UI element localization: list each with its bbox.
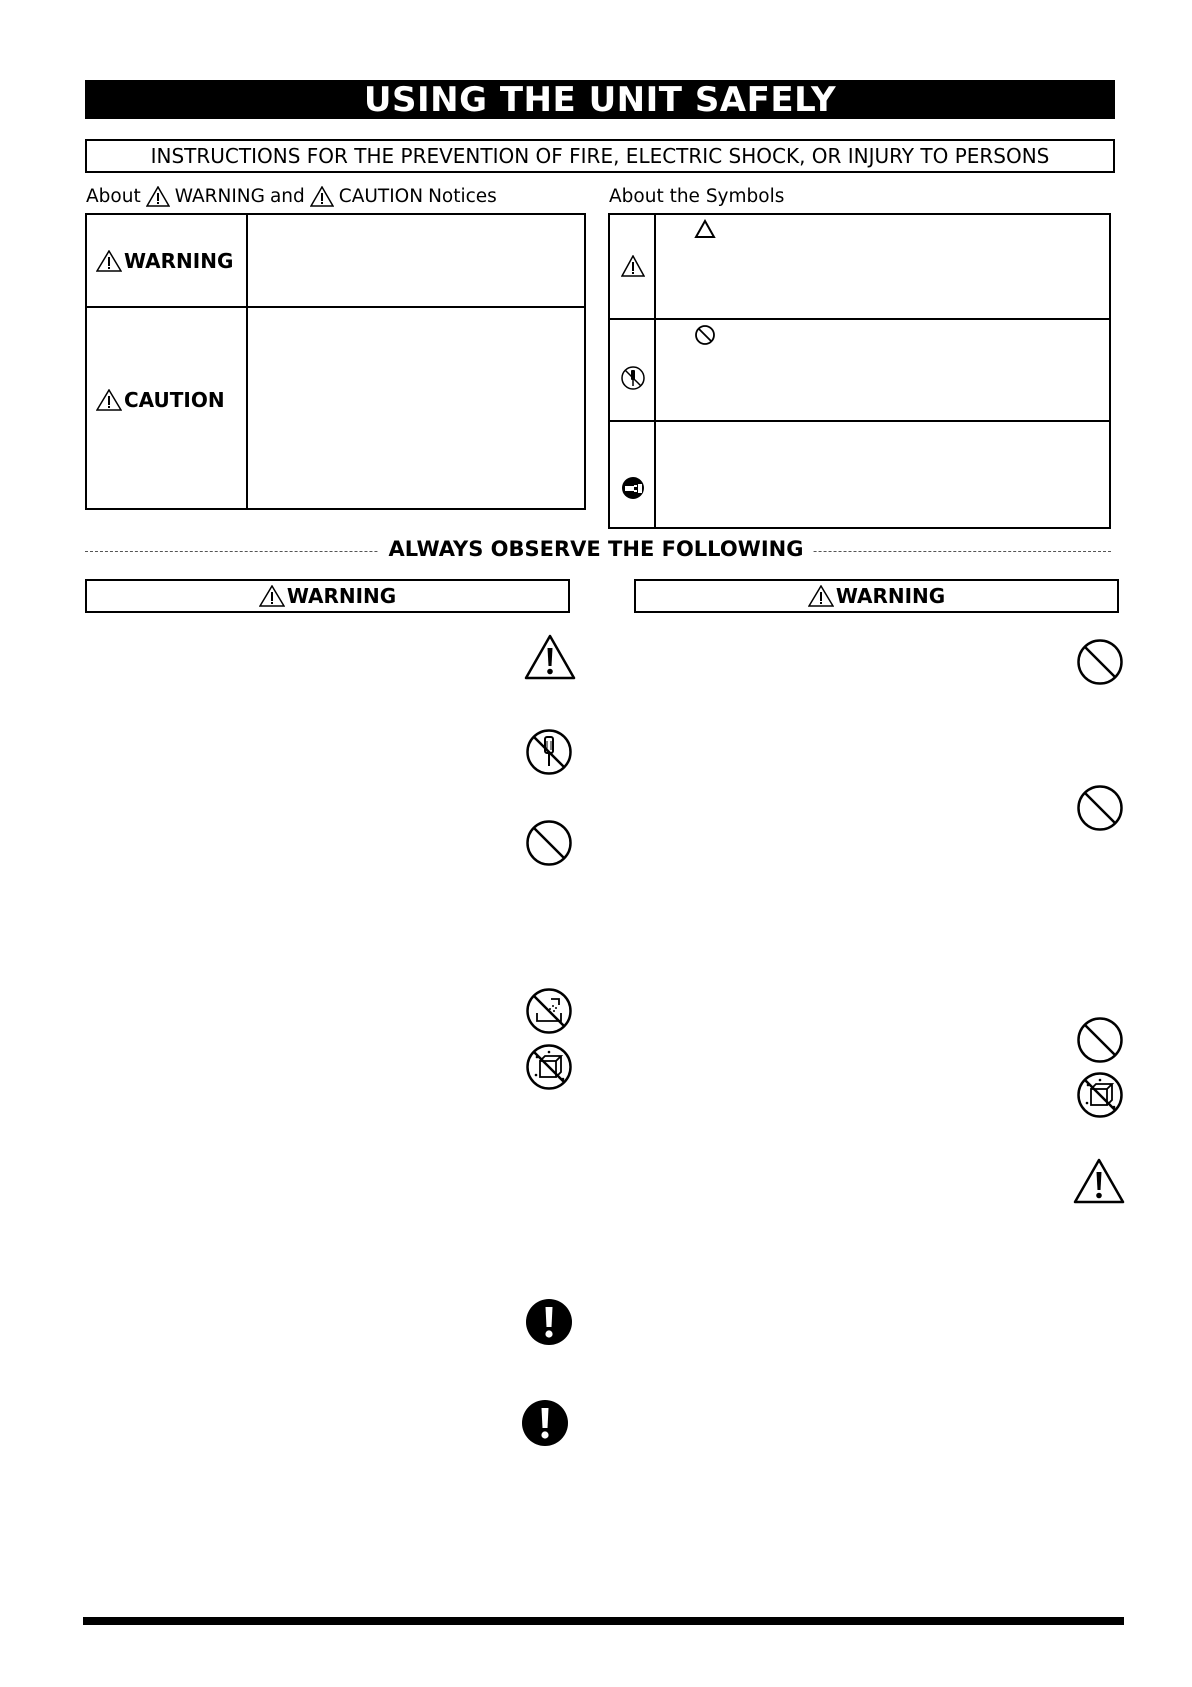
notices-label-about: About	[86, 186, 141, 207]
caution-triangle-icon	[146, 186, 170, 207]
caution-triangle-icon	[96, 389, 122, 411]
do-not-disassemble-icon	[620, 365, 646, 391]
symbols-section-label: About the Symbols	[609, 186, 785, 207]
no-water-near-icon	[525, 987, 573, 1035]
page-subtitle: INSTRUCTIONS FOR THE PREVENTION OF FIRE, ELECTRIC SHOCK, OR INJURY TO PERSONS	[85, 139, 1115, 173]
prohibited-icon	[694, 324, 716, 346]
caution-triangle-icon	[96, 250, 122, 272]
do-not-disassemble-icon	[525, 728, 573, 776]
no-wet-icon	[1076, 1071, 1124, 1119]
notices-label-notices: Notices	[428, 186, 497, 207]
symbols-table	[608, 213, 1111, 529]
left-warning-box	[85, 579, 570, 613]
caution-triangle-icon	[1073, 1158, 1125, 1204]
mandatory-action-icon	[521, 1399, 569, 1447]
notices-section-label	[86, 186, 497, 207]
notices-label-and: and	[269, 186, 305, 207]
notices-warning-heading-text: WARNING	[124, 249, 234, 273]
notices-caution-heading-text: CAUTION	[124, 388, 225, 412]
observe-heading-wrap	[0, 537, 1192, 561]
caution-triangle-icon	[310, 186, 334, 207]
observe-heading: ALWAYS OBSERVE THE FOLLOWING	[379, 537, 814, 561]
no-wet-icon	[525, 1043, 573, 1091]
notices-label-caution: CAUTION	[338, 186, 424, 207]
caution-triangle-icon	[524, 634, 576, 680]
notices-caution-heading	[96, 388, 225, 412]
bottom-rule	[83, 1617, 1124, 1625]
prohibited-icon	[1076, 638, 1124, 686]
unplug-icon	[620, 475, 646, 501]
caution-triangle-icon	[808, 585, 834, 607]
triangle-outline-icon	[694, 219, 716, 239]
caution-triangle-icon	[621, 255, 645, 277]
right-warning-box	[634, 579, 1119, 613]
page-title: USING THE UNIT SAFELY	[85, 80, 1115, 119]
right-warning-box-label: WARNING	[835, 584, 946, 608]
prohibited-icon	[1076, 784, 1124, 832]
mandatory-action-icon	[525, 1298, 573, 1346]
prohibited-icon	[525, 819, 573, 867]
notices-label-warning: WARNING	[174, 186, 265, 207]
left-warning-box-label: WARNING	[286, 584, 397, 608]
notices-table	[85, 213, 586, 510]
prohibited-icon	[1076, 1016, 1124, 1064]
caution-triangle-icon	[259, 585, 285, 607]
notices-warning-heading	[96, 249, 233, 273]
